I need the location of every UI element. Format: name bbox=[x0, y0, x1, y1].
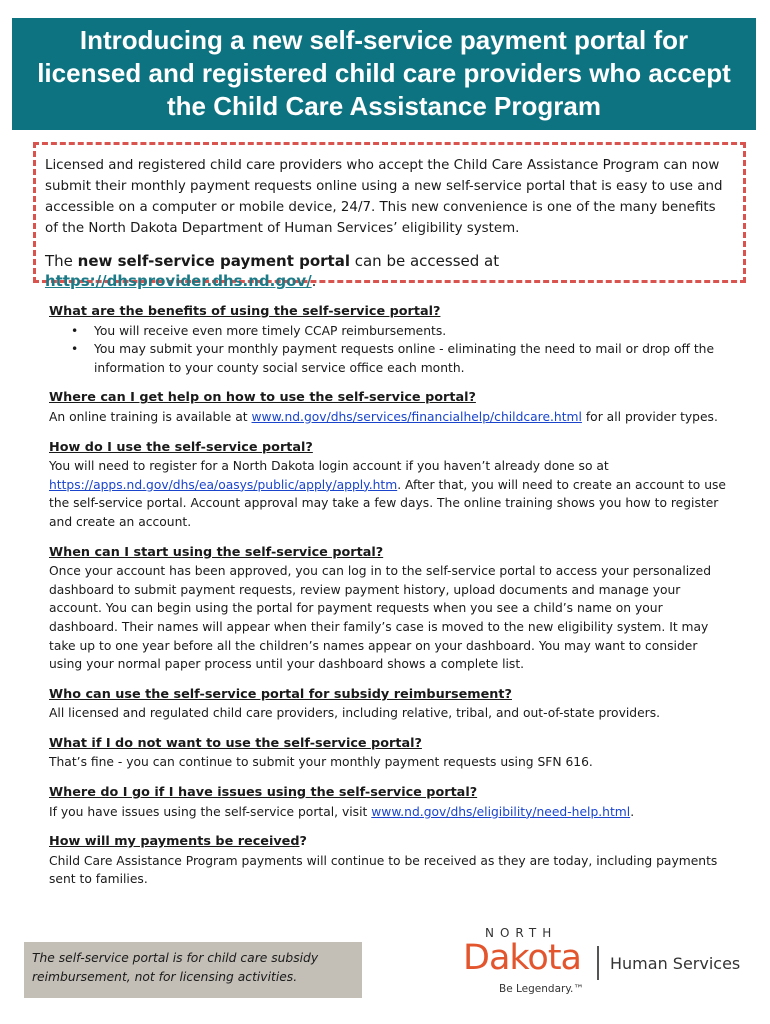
answer-text: If you have issues using the self-service portal, visit bbox=[49, 804, 372, 819]
intro-paragraph: Licensed and registered child care providers who accept the Child Care Assistance Program can now submit their monthly payment requests online using a new self-service portal that is easy to use and accessible on a computer or mobile device, 24/7. This new convenience is one of the many benefits of the North Dakota Department of Human Services’ eligibility system. bbox=[45, 158, 723, 236]
faq-question: Where do I go if I have issues using the self-service portal? bbox=[49, 785, 478, 801]
login-register-link[interactable]: https://apps.nd.gov/dhs/ea/oasys/public/apply/apply.htm bbox=[49, 477, 398, 492]
need-help-link[interactable]: www.nd.gov/dhs/eligibility/need-help.html bbox=[371, 804, 631, 819]
faq-answer: Child Care Assistance Program payments will continue to be received as they are today, including payments sent to families. bbox=[49, 853, 718, 887]
bullet-icon: • bbox=[71, 323, 79, 338]
faq-question: What if I do not want to use the self-service portal? bbox=[49, 735, 422, 751]
logo-tagline: Be Legendary.™ bbox=[499, 983, 584, 995]
answer-text: You will need to register for a North Dakota login account if you haven’t already done so at bbox=[49, 459, 609, 474]
faq-question: Who can use the self-service portal for subsidy reimbursement? bbox=[49, 686, 512, 702]
portal-link[interactable]: https://dhsprovider.dhs.nd.gov/ bbox=[45, 272, 312, 290]
list-item bbox=[71, 340, 729, 377]
faq-benefits bbox=[49, 303, 729, 377]
note-text: The self-service portal is for child care subsidy reimbursement, not for licensing activities. bbox=[32, 951, 319, 984]
access-bold: new self-service payment portal bbox=[77, 252, 350, 270]
faq-notwant bbox=[49, 735, 729, 772]
answer-text: . After that, you will need to create an account to use the self-service portal. Account approval may take a few days. The online training shows you how to register and create an account. bbox=[49, 477, 726, 529]
faq-question: Where can I get help on how to use the self-service portal? bbox=[49, 390, 476, 406]
logo-dakota: Dakota bbox=[463, 938, 582, 978]
bullet-icon: • bbox=[71, 342, 79, 357]
faq-content bbox=[49, 303, 729, 901]
faq-help bbox=[49, 389, 729, 426]
list-item bbox=[71, 322, 729, 341]
logo-north: NORTH bbox=[485, 926, 558, 940]
answer-text: An online training is available at bbox=[49, 409, 252, 424]
faq-issues bbox=[49, 784, 729, 821]
list-item-text: You may submit your monthly payment requests online - eliminating the need to mail or drop off the information to your county social service office each month. bbox=[94, 342, 715, 375]
logo-human-services: Human Services bbox=[610, 954, 741, 973]
faq-answer: That’s fine - you can continue to submit your monthly payment requests using SFN 616. bbox=[49, 755, 593, 770]
faq-when bbox=[49, 544, 729, 674]
answer-text: for all provider types. bbox=[581, 409, 718, 424]
intro-box bbox=[33, 142, 746, 290]
faq-question bbox=[49, 833, 729, 852]
faq-answer: All licensed and regulated child care providers, including relative, tribal, and out-of-state providers. bbox=[49, 706, 661, 721]
list-item-text: You will receive even more timely CCAP reimbursements. bbox=[94, 323, 447, 338]
nd-human-services-logo bbox=[463, 924, 753, 1004]
header-banner bbox=[12, 18, 756, 130]
faq-answer bbox=[49, 457, 729, 531]
faq-question: What are the benefits of using the self-service portal? bbox=[49, 304, 441, 319]
licensing-note bbox=[24, 942, 362, 998]
logo-divider bbox=[597, 946, 599, 980]
answer-text: . bbox=[630, 804, 635, 819]
training-link[interactable]: www.nd.gov/dhs/services/financialhelp/childcare.html bbox=[251, 409, 582, 424]
faq-who bbox=[49, 686, 729, 723]
question-text: How will my payments be received bbox=[49, 834, 300, 850]
question-mark: ? bbox=[299, 834, 307, 850]
faq-answer bbox=[49, 803, 729, 822]
faq-how bbox=[49, 439, 729, 532]
faq-answer bbox=[49, 408, 729, 427]
benefits-list bbox=[49, 322, 729, 378]
faq-question: When can I start using the self-service portal? bbox=[49, 544, 384, 560]
faq-question: How do I use the self-service portal? bbox=[49, 439, 313, 455]
access-line bbox=[45, 251, 731, 291]
access-middle: can be accessed at bbox=[349, 252, 500, 270]
faq-answer: Once your account has been approved, you can log in to the self-service portal to access your personalized dashboard to submit payment requests, review payment history, upload documents and manage your account. You can begin using the portal for payment requests when you see a child’s name on your dashboard. Their names will appear when their family’s case is moved to the new eligibility system. It may take up to one year before all the children’s names appear on your dashboard. You may want to consider using your normal paper process until your dashboard shows a complete list. bbox=[49, 564, 711, 672]
access-prefix: The bbox=[45, 252, 78, 270]
faq-payments bbox=[49, 833, 729, 889]
access-end: . bbox=[311, 272, 317, 290]
page-title: Introducing a new self-service payment portal for licensed and registered child care providers who accept the Child Care Assistance Program bbox=[37, 25, 731, 121]
